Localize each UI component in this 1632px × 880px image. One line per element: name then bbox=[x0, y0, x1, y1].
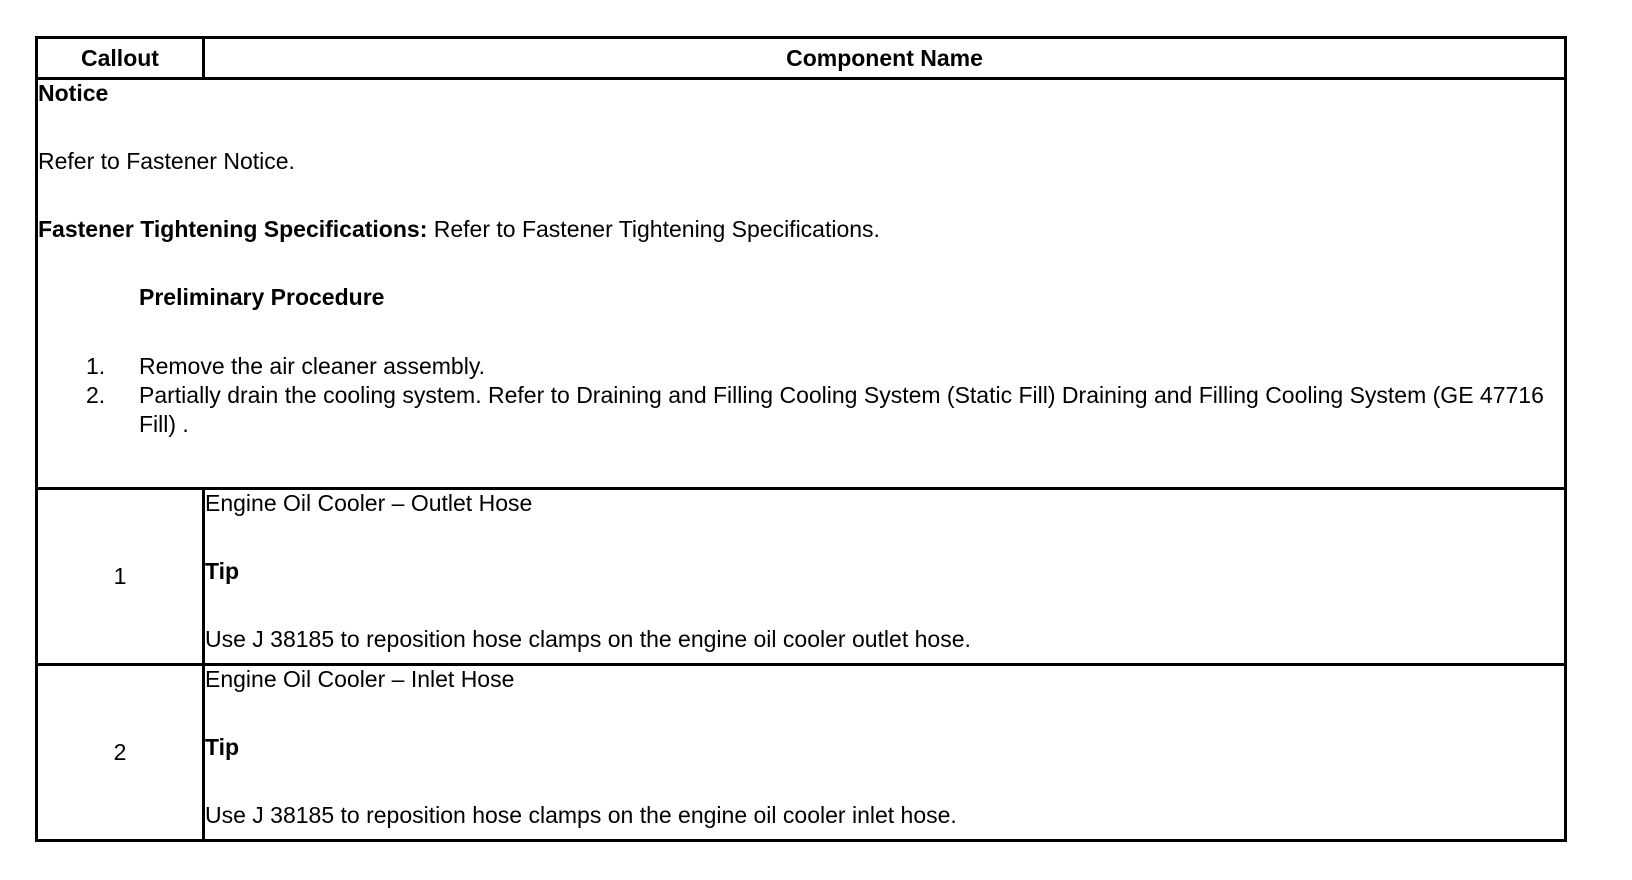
notice-row bbox=[37, 79, 1566, 489]
tip-label: Tip bbox=[205, 558, 240, 584]
component-cell bbox=[204, 665, 1566, 841]
procedure-step bbox=[86, 381, 1564, 439]
callout-header: Callout bbox=[37, 38, 204, 79]
tip-text: Use J 38185 to reposition hose clamps on the engine oil cooler outlet hose. bbox=[205, 626, 971, 652]
tip-label: Tip bbox=[205, 734, 240, 760]
notice-cell bbox=[37, 79, 1566, 489]
step-text: Partially drain the cooling system. Refer to Draining and Filling Cooling System (Static Fill) Draining and Filling Cooling System (GE 47716 Fill) . bbox=[139, 382, 1544, 437]
notice-text: Refer to Fastener Notice. bbox=[38, 148, 295, 174]
table-row bbox=[37, 665, 1566, 841]
step-number: 1. bbox=[86, 353, 106, 379]
procedure-step bbox=[86, 352, 1564, 381]
callout-number: 1 bbox=[37, 489, 204, 665]
component-name: Engine Oil Cooler – Inlet Hose bbox=[205, 666, 515, 692]
components-table bbox=[35, 36, 1567, 842]
component-name: Engine Oil Cooler – Outlet Hose bbox=[205, 490, 533, 516]
callout-number: 2 bbox=[37, 665, 204, 841]
table-row bbox=[37, 489, 1566, 665]
component-name-header: Component Name bbox=[204, 38, 1566, 79]
fastener-spec bbox=[38, 216, 1564, 242]
fastener-spec-label: Fastener Tightening Specifications: bbox=[38, 216, 428, 242]
procedure-title: Preliminary Procedure bbox=[139, 284, 385, 310]
header-row bbox=[37, 38, 1566, 79]
step-text: Remove the air cleaner assembly. bbox=[139, 353, 485, 379]
tip-text: Use J 38185 to reposition hose clamps on the engine oil cooler inlet hose. bbox=[205, 802, 957, 828]
component-cell bbox=[204, 489, 1566, 665]
step-number: 2. bbox=[86, 382, 106, 408]
procedure-steps bbox=[38, 352, 1564, 439]
notice-title: Notice bbox=[38, 80, 109, 106]
fastener-spec-text: Refer to Fastener Tightening Specifications. bbox=[427, 216, 880, 242]
